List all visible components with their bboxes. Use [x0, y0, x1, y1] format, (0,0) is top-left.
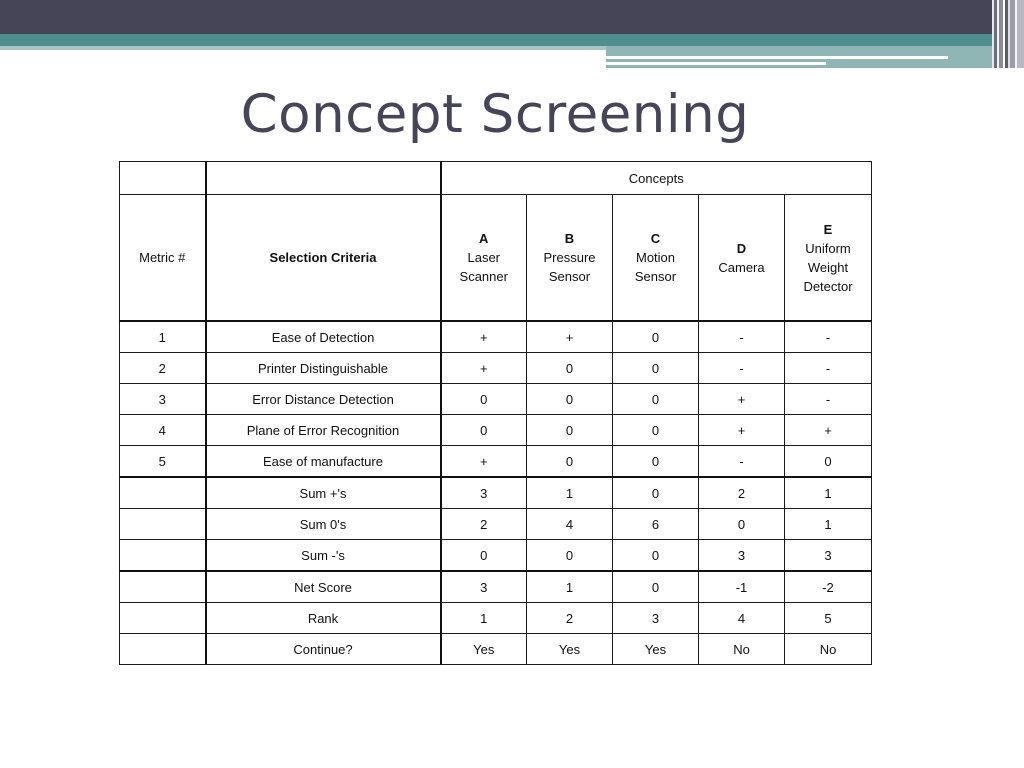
- result-label: Rank: [206, 603, 441, 634]
- sum-cell: 2: [441, 509, 527, 540]
- result-cell: Yes: [527, 634, 613, 665]
- concept-name-line: Camera: [718, 259, 765, 275]
- score-cell: 0: [441, 415, 527, 446]
- concept-letter: C: [650, 231, 661, 246]
- metric-number: 4: [120, 415, 206, 446]
- table-row: [120, 321, 872, 353]
- empty-cell: [120, 634, 206, 665]
- score-cell: 0: [613, 353, 699, 384]
- sum-cell: 0: [527, 540, 613, 572]
- table-row: [120, 384, 872, 415]
- sum-cell: 0: [699, 509, 785, 540]
- concept-letter: D: [736, 240, 747, 256]
- metric-number: 5: [120, 446, 206, 478]
- score-cell: +: [699, 384, 785, 415]
- empty-cell: [120, 509, 206, 540]
- sum-row: [120, 509, 872, 540]
- empty-cell: [206, 162, 441, 195]
- concept-screening-table: [119, 161, 872, 665]
- sum-row: [120, 540, 872, 572]
- criteria-label: Plane of Error Recognition: [206, 415, 441, 446]
- score-cell: -: [785, 384, 872, 415]
- score-cell: 0: [613, 446, 699, 478]
- sum-label: Sum -'s: [206, 540, 441, 572]
- score-cell: -: [699, 446, 785, 478]
- concept-header-d: [699, 195, 785, 322]
- score-cell: +: [527, 321, 613, 353]
- score-cell: +: [441, 321, 527, 353]
- header-dark-band: [0, 0, 1024, 34]
- concepts-group-header: Concepts: [441, 162, 872, 195]
- header-stripes: [992, 0, 1024, 68]
- concept-name-line: Detector: [803, 278, 853, 294]
- concept-name-line: Pressure: [543, 250, 596, 265]
- sum-cell: 4: [527, 509, 613, 540]
- concept-header-b: [527, 195, 613, 322]
- score-cell: -: [785, 321, 872, 353]
- score-cell: -: [699, 321, 785, 353]
- result-cell: Yes: [613, 634, 699, 665]
- concept-name-line: Sensor: [634, 269, 677, 284]
- empty-cell: [120, 162, 206, 195]
- score-cell: 0: [527, 353, 613, 384]
- sum-cell: 1: [785, 509, 872, 540]
- result-cell: 2: [527, 603, 613, 634]
- sum-cell: 1: [785, 477, 872, 509]
- concept-header-c: [613, 195, 699, 322]
- result-cell: 5: [785, 603, 872, 634]
- empty-cell: [120, 571, 206, 603]
- concept-letter: B: [564, 231, 575, 246]
- result-row-continue: [120, 634, 872, 665]
- table-row: [120, 353, 872, 384]
- empty-cell: [120, 477, 206, 509]
- score-cell: +: [699, 415, 785, 446]
- result-cell: No: [699, 634, 785, 665]
- criteria-label: Error Distance Detection: [206, 384, 441, 415]
- sum-cell: 0: [441, 540, 527, 572]
- score-cell: 0: [527, 415, 613, 446]
- sum-cell: 0: [613, 540, 699, 572]
- concept-name-line: Uniform: [805, 240, 851, 256]
- score-cell: +: [785, 415, 872, 446]
- score-cell: 0: [527, 384, 613, 415]
- result-cell: No: [785, 634, 872, 665]
- table-header-row: [120, 195, 872, 322]
- sum-cell: 2: [699, 477, 785, 509]
- header-light-line: [0, 46, 606, 50]
- sum-cell: 3: [441, 477, 527, 509]
- sum-label: Sum +'s: [206, 477, 441, 509]
- score-cell: 0: [613, 321, 699, 353]
- header-teal-band: [0, 34, 1024, 46]
- score-cell: 0: [613, 384, 699, 415]
- metric-header: Metric #: [120, 195, 206, 322]
- result-cell: 4: [699, 603, 785, 634]
- result-row-net-score: [120, 571, 872, 603]
- result-cell: 0: [613, 571, 699, 603]
- table-row: [120, 446, 872, 478]
- concept-name-line: Weight: [807, 259, 849, 275]
- score-cell: 0: [527, 446, 613, 478]
- criteria-label: Printer Distinguishable: [206, 353, 441, 384]
- empty-cell: [120, 603, 206, 634]
- score-cell: +: [441, 353, 527, 384]
- slide-title: Concept Screening: [240, 84, 750, 145]
- sum-cell: 3: [699, 540, 785, 572]
- concept-name-line: Sensor: [548, 269, 591, 284]
- score-cell: -: [699, 353, 785, 384]
- score-cell: 0: [613, 415, 699, 446]
- result-cell: 1: [441, 603, 527, 634]
- concept-name-line: Scanner: [459, 269, 508, 284]
- concept-name-line: Laser: [467, 250, 501, 265]
- header-white-line-short: [606, 62, 826, 65]
- table-group-header-row: [120, 162, 872, 195]
- concept-header-a: [441, 195, 527, 322]
- score-cell: -: [785, 353, 872, 384]
- concept-letter: A: [479, 231, 489, 246]
- metric-number: 2: [120, 353, 206, 384]
- sum-cell: 1: [527, 477, 613, 509]
- result-cell: -2: [785, 571, 872, 603]
- score-cell: 0: [785, 446, 872, 478]
- concept-name-line: Motion: [635, 250, 676, 265]
- concept-letter: E: [823, 221, 833, 237]
- result-label: Continue?: [206, 634, 441, 665]
- sum-label: Sum 0's: [206, 509, 441, 540]
- result-cell: 3: [441, 571, 527, 603]
- criteria-label: Ease of Detection: [206, 321, 441, 353]
- table-row: [120, 415, 872, 446]
- result-cell: -1: [699, 571, 785, 603]
- empty-cell: [120, 540, 206, 572]
- sum-row: [120, 477, 872, 509]
- sum-cell: 6: [613, 509, 699, 540]
- result-row-rank: [120, 603, 872, 634]
- result-cell: 3: [613, 603, 699, 634]
- sum-cell: 3: [785, 540, 872, 572]
- result-label: Net Score: [206, 571, 441, 603]
- result-cell: Yes: [441, 634, 527, 665]
- result-cell: 1: [527, 571, 613, 603]
- metric-number: 1: [120, 321, 206, 353]
- score-cell: +: [441, 446, 527, 478]
- header-white-line: [606, 56, 948, 59]
- concept-header-e: [785, 195, 872, 322]
- sum-cell: 0: [613, 477, 699, 509]
- metric-number: 3: [120, 384, 206, 415]
- score-cell: 0: [441, 384, 527, 415]
- criteria-header: Selection Criteria: [206, 195, 441, 322]
- criteria-label: Ease of manufacture: [206, 446, 441, 478]
